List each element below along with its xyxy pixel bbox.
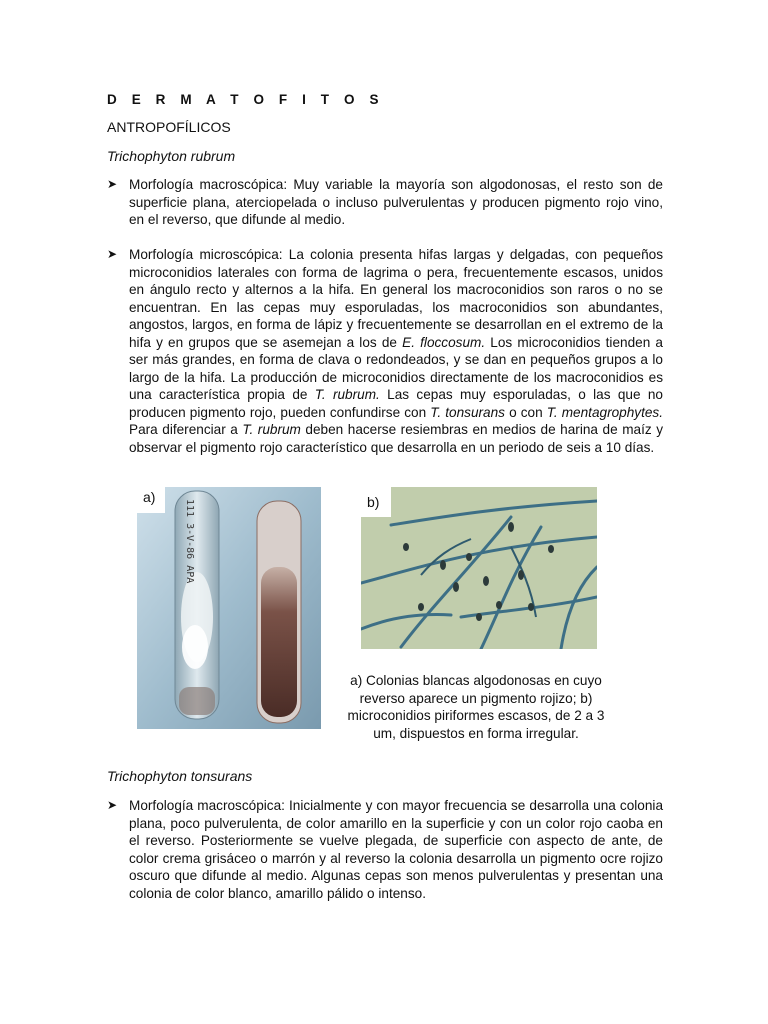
italic-species: T. tonsurans: [430, 404, 505, 420]
page-title: D E R M A T O F I T O S: [107, 92, 385, 107]
text-run: Los microconidios tienden a ser más grandes, en forma de clava o redondeados, y se dan en pequeños grupos a lo largo de la hifa. La producción de microconidios directamente de los macroconidios es una característica propia de: [129, 334, 663, 402]
culture-tubes-illustration: [137, 487, 321, 729]
bullet-text: Morfología macroscópica: Muy variable la mayoría son algodonosas, el resto son de superficie plana, aterciopelada o incluso pulverulentas y producen pigmento rojo vino, en el reverso, que difunde al medio.: [129, 177, 663, 227]
species-heading-rubrum: Trichophyton rubrum: [107, 148, 236, 164]
bullet-text: [129, 246, 663, 456]
bullet-macroscopic-rubrum: [107, 176, 663, 229]
text-run: Para diferenciar a: [129, 422, 243, 437]
tube-label-text: [184, 499, 195, 583]
text-run: Morfología microscópica: La colonia presenta hifas largas y delgadas, con pequeños microconidios laterales con forma de lagrima o pera, frecuentemente escasos, unidos en ángulo recto y alternos a la hifa. En general los macroconidios son raros o no se encuentran. En las cepas muy esporuladas, los macroconidios son abundantes, angostos, largos, en forma de lápiz y frecuentemente se desarrollan en el extremo de la hifa y en grupos que se asemejan a los de: [129, 247, 663, 350]
italic-species: T. rubrum.: [314, 387, 380, 402]
italic-species: T. mentagrophytes.: [546, 404, 663, 420]
figure-a-tubes-photo: [137, 487, 321, 729]
arrowhead-bullet-icon: ➤: [107, 247, 118, 261]
figure-a-label: a): [143, 489, 156, 505]
tube-label: 111 3-V-86 APA: [184, 499, 195, 584]
bullet-text: Morfología macroscópica: Inicialmente y con mayor frecuencia se desarrolla una colonia plana, poco pulverulenta, de color amarillo en la superficie y con un color rojo caoba en el reverso. Posteriormente se vuelve plegada, de superficie con aspecto de ante, de color crema grisáceo o marrón y al reverso la colonia desarrolla un pigmento ocre rojizo oscuro que difunde al medio. Algunas cepas son menos pulverulentas y presentan una colonia de color blanco, amarillo pálido o intenso.: [129, 798, 663, 901]
italic-species: T. rubrum: [242, 422, 301, 437]
italic-species: E. floccosum.: [402, 334, 486, 350]
bullet-microscopic-rubrum: [107, 246, 663, 456]
figure-b-microscopy-photo: [361, 487, 597, 649]
figure-caption: a) Colonias blancas algodonosas en cuyo reverso aparece un pigmento rojizo; b) microconidios piriformes escasos, de 2 a 3 um, dispuestos en forma irregular.: [347, 673, 605, 741]
section-heading: ANTROPOFÍLICOS: [107, 119, 231, 135]
bullet-macroscopic-tonsurans: [107, 797, 663, 902]
arrowhead-bullet-icon: ➤: [107, 798, 118, 812]
hyphae-microscopy-illustration: [361, 487, 597, 649]
text-run: Las cepas muy esporuladas, o las que no producen pigmento rojo, pueden confundirse con: [129, 387, 663, 420]
text-run: o con: [504, 404, 547, 420]
species-heading-tonsurans: Trichophyton tonsurans: [107, 768, 253, 784]
text-run: deben hacerse resiembras en medios de harina de maíz y observar el pigmento rojo característico que desarrolla en un periodo de seis a 10 días.: [129, 422, 664, 455]
arrowhead-bullet-icon: ➤: [107, 177, 118, 191]
figure-b-label: b): [367, 494, 380, 510]
